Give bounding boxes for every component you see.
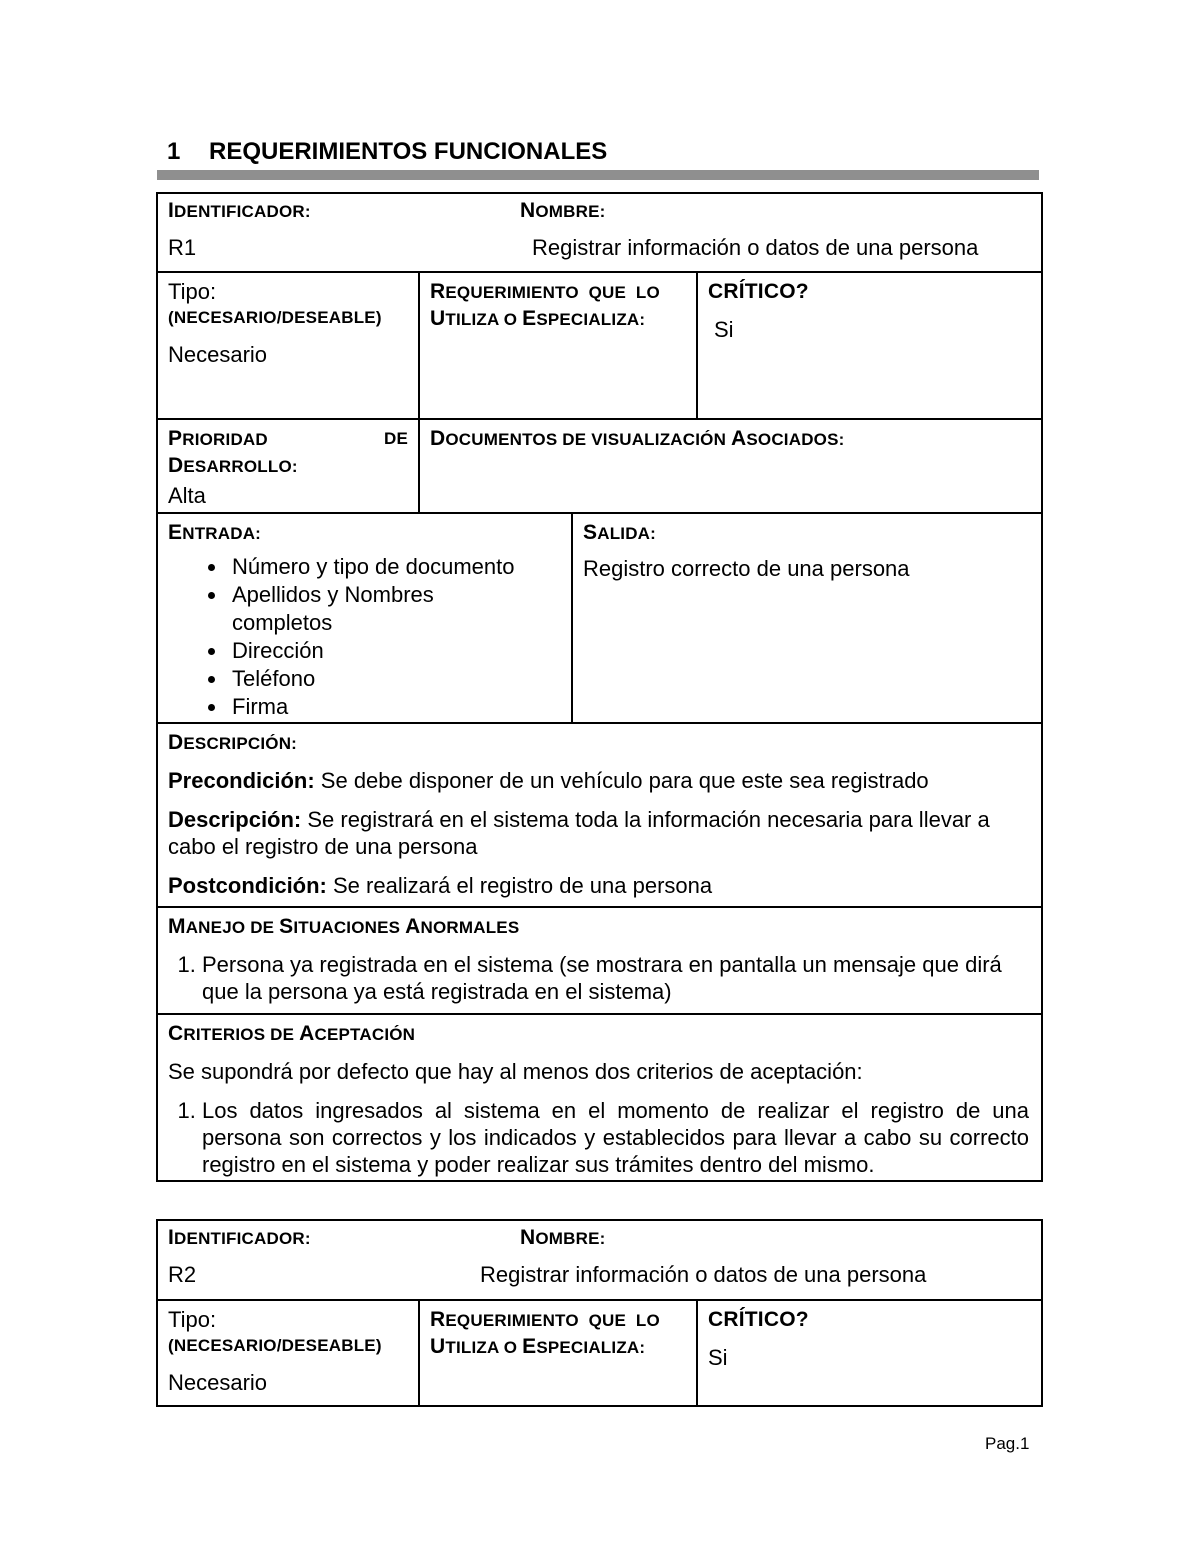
tipo-cell (158, 1301, 418, 1405)
manejo-item: 1. Persona ya registrada en el sistema (se mostrara en pantalla un mensaje que dirá que la persona ya está registrada en el sistema) (202, 951, 1029, 1005)
criterios-cell (158, 1015, 1041, 1186)
nombre-value: Registrar información o datos de una persona (480, 1262, 927, 1287)
precondicion: Precondición: Se debe disponer de un vehículo para que este sea registrado (168, 768, 929, 793)
tipo-value: Necesario (168, 342, 268, 367)
identificador-label: IDENTIFICADOR: (168, 1226, 311, 1249)
descripcion-text: Descripción: Se registrará en el sistema toda la información necesaria para llevar a cabo el registro de una persona (168, 807, 990, 859)
identificador-cell (158, 1221, 1041, 1299)
section-title: REQUERIMIENTOS FUNCIONALES (209, 138, 608, 165)
postcondicion: Postcondición: Se realizará el registro de una persona (168, 873, 713, 898)
row-identificador (158, 194, 1041, 271)
identificador-value: R2 (168, 1262, 197, 1287)
entrada-cell (158, 514, 571, 722)
critico-label: CRÍTICO? (708, 1308, 809, 1331)
page-number: Pag.1 (985, 1434, 1030, 1453)
manejo-list (168, 951, 1029, 1005)
especializa-label: UTILIZA O ESPECIALIZA: (430, 1335, 646, 1358)
critico-cell (696, 273, 1043, 418)
especializa-label: UTILIZA O ESPECIALIZA: (430, 307, 646, 330)
requerimiento-cell (418, 273, 696, 418)
criterios-label: CRITERIOS DE ACEPTACIÓN (168, 1022, 416, 1045)
tipo-sub-label: (NECESARIO/DESEABLE) (168, 308, 382, 327)
entrada-item: • Número y tipo de documento (228, 553, 561, 581)
section-heading (167, 138, 607, 166)
descripcion-cell (158, 724, 1041, 906)
requerimiento-label: REQUERIMIENTO QUE LO (430, 280, 660, 303)
nombre-label: NOMBRE: (520, 199, 606, 222)
requerimiento-label: REQUERIMIENTO QUE LO (430, 1308, 660, 1331)
prioridad-cell (158, 420, 418, 512)
tipo-label: Tipo: (168, 279, 217, 304)
nombre-value: Registrar información o datos de una persona (532, 235, 979, 260)
requirement-table-r2 (156, 1219, 1043, 1407)
prioridad-label: PRIORIDAD DE (168, 427, 408, 450)
documentos-cell (418, 420, 1043, 512)
criterios-intro: Se supondrá por defecto que hay al menos dos criterios de aceptación: (168, 1059, 863, 1084)
salida-value: Registro correcto de una persona (583, 556, 910, 581)
identificador-cell (158, 194, 1041, 271)
manejo-label: MANEJO DE SITUACIONES ANORMALES (168, 915, 520, 938)
descripcion-label: DESCRIPCIÓN: (168, 731, 298, 754)
row-criterios (158, 1013, 1041, 1186)
row-tipo (158, 1299, 1041, 1405)
tipo-sub-label: (NECESARIO/DESEABLE) (168, 1336, 382, 1355)
row-descripcion (158, 722, 1041, 906)
salida-label: SALIDA: (583, 521, 657, 544)
entrada-item: • Apellidos y Nombres completos (228, 581, 462, 637)
manejo-cell (158, 908, 1041, 1013)
salida-cell (571, 514, 1043, 722)
row-identificador (158, 1221, 1041, 1299)
entrada-item: • Firma (228, 693, 561, 721)
critico-cell (696, 1301, 1043, 1405)
identificador-value: R1 (168, 235, 197, 260)
tipo-label: Tipo: (168, 1307, 217, 1332)
entrada-item: • Dirección (228, 637, 561, 665)
entrada-item: • Teléfono (228, 665, 561, 693)
documentos-label: DOCUMENTOS DE VISUALIZACIÓN ASOCIADOS: (430, 427, 845, 450)
critico-value: Si (714, 317, 734, 342)
row-manejo (158, 906, 1041, 1013)
critico-label: CRÍTICO? (708, 280, 809, 303)
desarrollo-label: DESARROLLO: (168, 454, 298, 477)
entrada-label: ENTRADA: (168, 521, 262, 544)
identificador-label: IDENTIFICADOR: (168, 199, 311, 222)
heading-rule (157, 170, 1039, 180)
row-entrada-salida (158, 512, 1041, 722)
prioridad-value: Alta (168, 483, 206, 508)
row-prioridad (158, 418, 1041, 512)
row-tipo (158, 271, 1041, 418)
criterios-list (168, 1097, 1029, 1178)
critico-value: Si (708, 1345, 728, 1370)
requerimiento-cell (418, 1301, 696, 1405)
nombre-label: NOMBRE: (520, 1226, 606, 1249)
requirement-table-r1 (156, 192, 1043, 1182)
entrada-list (158, 553, 561, 721)
tipo-cell (158, 273, 418, 418)
criterios-item: 1. Los datos ingresados al sistema en el momento de realizar el registro de una persona son correctos y los indicados y establecidos para llevar a cabo su correcto registro en el sistema y poder realizar sus trámites dentro del mismo. (202, 1097, 1029, 1178)
section-number: 1 (167, 138, 181, 165)
tipo-value: Necesario (168, 1370, 268, 1395)
